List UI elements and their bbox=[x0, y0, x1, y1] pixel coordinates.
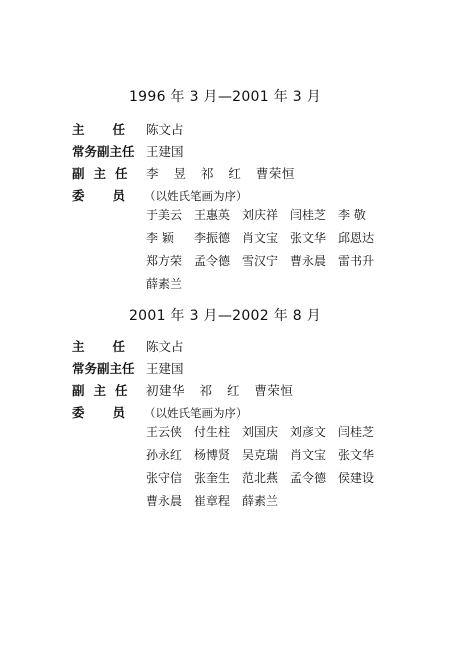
members-label: 委员 bbox=[72, 188, 154, 203]
members-line bbox=[146, 444, 386, 467]
member-name: 王云侠 bbox=[146, 425, 183, 439]
member-name: 刘庆祥 bbox=[242, 208, 279, 222]
director-label: 主任 bbox=[72, 122, 154, 137]
period-title: 1996 年 3 月—2001 年 3 月 bbox=[128, 89, 322, 105]
members-list bbox=[146, 421, 386, 513]
member-name: 张文华 bbox=[338, 448, 375, 462]
exec-deputy-label: 常务副主任 bbox=[72, 361, 135, 376]
member-name: 张守信 bbox=[146, 471, 183, 485]
member-name: 张奎生 bbox=[194, 471, 231, 485]
members-line bbox=[146, 204, 386, 227]
member-name: 刘彦文 bbox=[290, 425, 327, 439]
members-list bbox=[146, 204, 386, 296]
member-name: 李振德 bbox=[194, 231, 231, 245]
member-name: 李 颖 bbox=[146, 231, 174, 245]
member-name: 孟令德 bbox=[290, 471, 327, 485]
member-name: 郑方荣 bbox=[146, 254, 183, 268]
member-name: 王惠英 bbox=[194, 208, 231, 222]
period-title: 2001 年 3 月—2002 年 8 月 bbox=[128, 308, 322, 324]
members-line bbox=[146, 250, 386, 273]
members-note: （以姓氏笔画为序） bbox=[144, 189, 248, 203]
member-name: 李 敬 bbox=[338, 208, 366, 222]
members-line bbox=[146, 273, 386, 296]
deputies-label: 副主任 bbox=[72, 166, 137, 181]
member-name: 孙永红 bbox=[146, 448, 183, 462]
member-name: 刘国庆 bbox=[242, 425, 279, 439]
director-label: 主任 bbox=[72, 339, 154, 354]
member-name: 雪汉宁 bbox=[242, 254, 279, 268]
exec-deputy-name: 王建国 bbox=[146, 361, 184, 376]
member-name: 曹永晨 bbox=[290, 254, 327, 268]
members-line bbox=[146, 421, 386, 444]
member-name: 肖文宝 bbox=[242, 231, 279, 245]
deputies-label: 副主任 bbox=[72, 383, 137, 398]
member-name: 孟令德 bbox=[194, 254, 231, 268]
member-name: 闫桂芝 bbox=[338, 425, 375, 439]
members-line bbox=[146, 227, 386, 250]
member-name: 薛素兰 bbox=[242, 494, 279, 508]
exec-deputy-label: 常务副主任 bbox=[72, 144, 135, 159]
exec-deputy-name: 王建国 bbox=[146, 144, 184, 159]
deputies-names: 初建华 祁 红 曹荣恒 bbox=[146, 383, 294, 398]
director-name: 陈文占 bbox=[146, 339, 184, 354]
member-name: 曹永晨 bbox=[146, 494, 183, 508]
members-line bbox=[146, 490, 386, 513]
member-name: 崔章程 bbox=[194, 494, 231, 508]
member-name: 闫桂芝 bbox=[290, 208, 327, 222]
deputies-names: 李 昱 祁 红 曹荣恒 bbox=[146, 166, 295, 181]
member-name: 肖文宝 bbox=[290, 448, 327, 462]
member-name: 吴克瑞 bbox=[242, 448, 279, 462]
members-note: （以姓氏笔画为序） bbox=[144, 406, 248, 420]
member-name: 于美云 bbox=[146, 208, 183, 222]
member-name: 侯建设 bbox=[338, 471, 375, 485]
director-name: 陈文占 bbox=[146, 122, 184, 137]
member-name: 邱恩达 bbox=[338, 231, 375, 245]
member-name: 薛素兰 bbox=[146, 277, 183, 291]
member-name: 张文华 bbox=[290, 231, 327, 245]
member-name: 范北燕 bbox=[242, 471, 279, 485]
members-label: 委员 bbox=[72, 405, 154, 420]
member-name: 杨博贤 bbox=[194, 448, 231, 462]
member-name: 雷书升 bbox=[338, 254, 375, 268]
members-line bbox=[146, 467, 386, 490]
member-name: 付生柱 bbox=[194, 425, 231, 439]
